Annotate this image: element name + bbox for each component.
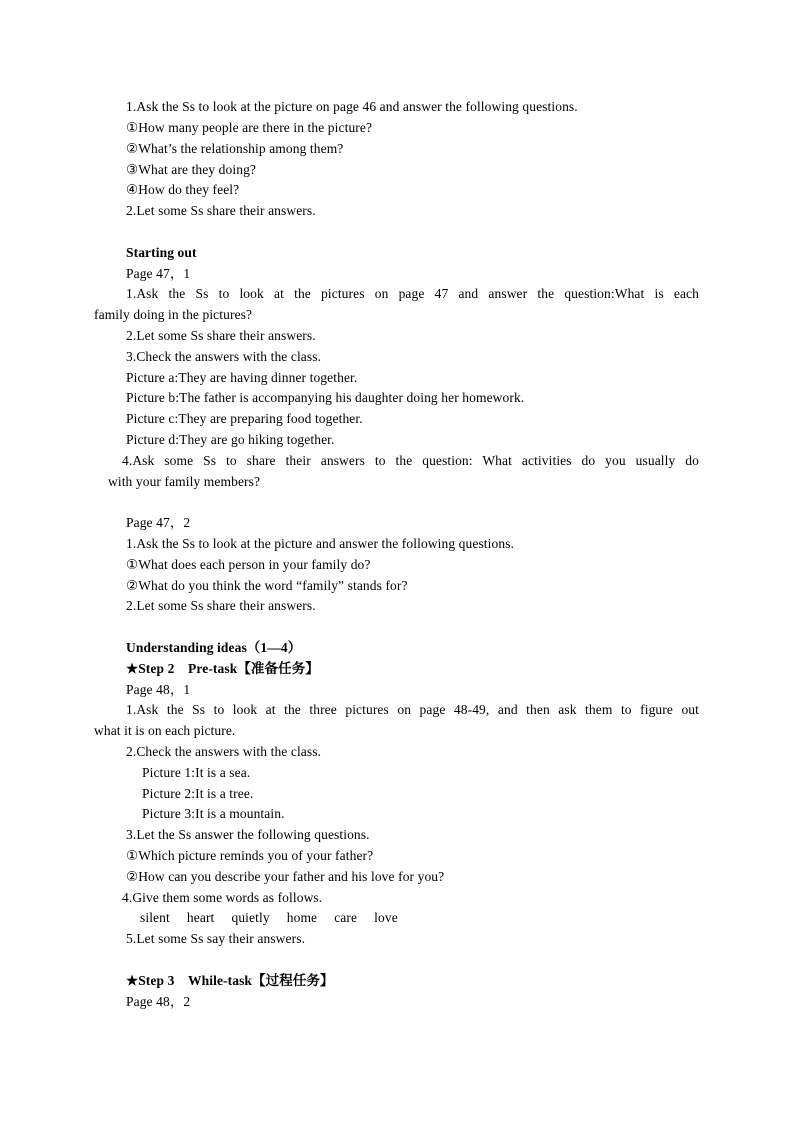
- question-line: ②What’s the relationship among them?: [126, 141, 344, 156]
- page-reference: Page 47，1: [126, 266, 191, 281]
- question-line: ④How do they feel?: [126, 182, 240, 197]
- answer-line: Picture b:The father is accompanying his daughter doing her homework.: [126, 390, 525, 405]
- instruction-line: 3.Let the Ss answer the following questions.: [126, 827, 370, 842]
- section-heading: Starting out: [126, 245, 197, 260]
- word-list: silent heart quietly home care love: [140, 910, 398, 925]
- question-line: ①What does each person in your family do?: [126, 557, 371, 572]
- instruction-line: 2.Let some Ss share their answers.: [126, 598, 316, 613]
- section-heading: Understanding ideas（1—4）: [126, 640, 302, 655]
- question-line: ③What are they doing?: [126, 162, 257, 177]
- page-reference: Page 48，2: [126, 994, 191, 1009]
- step-heading: ★Step 2 Pre-task【准备任务】: [126, 661, 319, 676]
- question-line: ②How can you describe your father and his love for you?: [126, 869, 445, 884]
- instruction-line: 1.Ask the Ss to look at the three pictures on page 48-49, and then ask them to figure out: [126, 702, 699, 717]
- instruction-line: 1.Ask the Ss to look at the picture on page 46 and answer the following questions.: [126, 99, 578, 114]
- answer-line: Picture 3:It is a mountain.: [142, 806, 285, 821]
- answer-line: Picture a:They are having dinner together.: [126, 370, 358, 385]
- question-line: ①How many people are there in the picture?: [126, 120, 373, 135]
- instruction-line: 2.Check the answers with the class.: [126, 744, 322, 759]
- instruction-line: 5.Let some Ss say their answers.: [126, 931, 306, 946]
- instruction-line: 4.Ask some Ss to share their answers to the question: What activities do you usually do: [122, 453, 699, 468]
- step-heading: ★Step 3 While-task【过程任务】: [126, 973, 334, 988]
- instruction-continuation: what it is on each picture.: [94, 723, 236, 738]
- instruction-line: 2.Let some Ss share their answers.: [126, 328, 316, 343]
- instruction-line: 1.Ask the Ss to look at the picture and answer the following questions.: [126, 536, 515, 551]
- instruction-continuation: family doing in the pictures?: [94, 307, 253, 322]
- answer-line: Picture 1:It is a sea.: [142, 765, 251, 780]
- instruction-line: 1.Ask the Ss to look at the pictures on page 47 and answer the question:What is each: [126, 286, 699, 301]
- answer-line: Picture d:They are go hiking together.: [126, 432, 335, 447]
- instruction-line: 3.Check the answers with the class.: [126, 349, 322, 364]
- answer-line: Picture 2:It is a tree.: [142, 786, 254, 801]
- instruction-line: 4.Give them some words as follows.: [122, 890, 323, 905]
- page-reference: Page 48，1: [126, 682, 191, 697]
- page-reference: Page 47，2: [126, 515, 191, 530]
- instruction-line: 2.Let some Ss share their answers.: [126, 203, 316, 218]
- question-line: ②What do you think the word “family” stands for?: [126, 578, 408, 593]
- question-line: ①Which picture reminds you of your father?: [126, 848, 374, 863]
- answer-line: Picture c:They are preparing food together.: [126, 411, 363, 426]
- instruction-continuation: with your family members?: [108, 474, 261, 489]
